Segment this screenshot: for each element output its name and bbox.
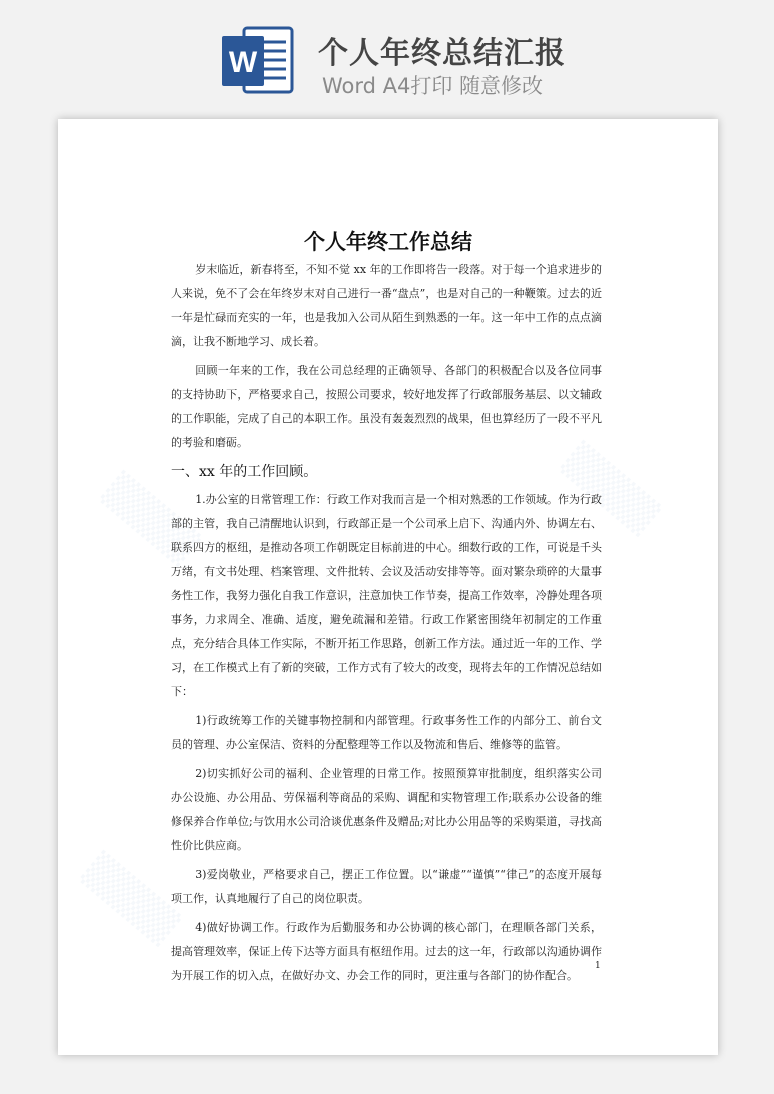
word-document-icon xyxy=(222,22,294,98)
watermark-mark: ▒▒▒▒ xyxy=(97,470,204,568)
banner-subtitle: Word A4打印 随意修改 xyxy=(322,74,544,98)
svg-text:W: W xyxy=(228,46,258,79)
section-paragraph: 1)行政统筹工作的关键事物控制和内部管理。行政事务性工作的内部分工、前台文员的管理、办公室保洁、资料的分配整理等工作以及物流和售后、维修等的监管。 xyxy=(171,714,602,751)
document-title: 个人年终工作总结 xyxy=(304,230,472,254)
banner-title: 个人年终总结汇报 xyxy=(318,36,566,71)
section-paragraph: 1.办公室的日常管理工作：行政工作对我而言是一个相对熟悉的工作领域。作为行政部的主管，我自己清醒地认识到，行政部正是一个公司承上启下、沟通内外、协调左右、联系四方的枢纽，是推动各项工作朝既定目标前进的中心。细数行政的工作，可说是千头万绪，有文书处理、档案管理、文件批转、会议及活动安排等等。面对繁杂琐碎的大量事务性工作，我努力强化自我工作意识，注意加快工作节奏，提高工作效率，冷静处理各项事务，力求周全、准确、适度，避免疏漏和差错。行政工作紧密围绕年初制定的工作重点，充分结合具体工作实际，不断开拓工作思路，创新工作方法。通过近一年的工作、学习，在工作模式上有了新的突破，工作方式有了较大的改变，现将去年的工作情况总结如下： xyxy=(171,493,602,698)
section-paragraph: 3)爱岗敬业，严格要求自己，摆正工作位置。以“谦虚”“谨慎”“律己”的态度开展每项工作，认真地履行了自己的岗位职责。 xyxy=(171,868,602,905)
intro-paragraph: 回顾一年来的工作，我在公司总经理的正确领导、各部门的积极配合以及各位同事的支持协助下，严格要求自己，按照公司要求，较好地发挥了行政部服务基层、以文辅政的工作职能，完成了自己的本职工作。虽没有轰轰烈烈的战果，但也算经历了一段不平凡的考验和磨砺。 xyxy=(171,364,602,449)
section-paragraph: 4)做好协调工作。行政作为后勤服务和办公协调的核心部门，在理顺各部门关系，提高管理效率，保证上传下达等方面具有枢纽作用。过去的这一年，行政部以沟通协调作为开展工作的切入点，在做好办文、办会工作的同时，更注重与各部门的协作配合。 xyxy=(171,921,602,982)
intro-paragraph: 岁末临近，新春将至，不知不觉 xx 年的工作即将告一段落。对于每一个追求进步的人来说，免不了会在年终岁末对自己进行一番“盘点”，也是对自己的一种鞭策。过去的近一年是忙碌而充实的一年，也是我加入公司从陌生到熟悉的一年。这一年中工作的点点滴滴，让我不断地学习、成长着。 xyxy=(171,263,602,348)
watermark-mark: ▒▒▒▒ xyxy=(557,440,664,538)
section-paragraph: 2)切实抓好公司的福利、企业管理的日常工作。按照预算审批制度，组织落实公司办公设施、办公用品、劳保福利等商品的采购、调配和实物管理工作;联系办公设备的维修保养合作单位;与饮用水公司洽谈优惠条件及赠品;对比办公用品等的采购渠道，寻找高性价比供应商。 xyxy=(171,767,602,852)
section-heading: 一、xx 年的工作回顾。 xyxy=(171,464,318,480)
page-number: 1 xyxy=(595,961,601,971)
document-page xyxy=(58,119,718,1055)
header-banner xyxy=(0,0,774,110)
document-body xyxy=(171,258,602,988)
watermark-mark: ▒▒▒▒ xyxy=(77,850,184,948)
